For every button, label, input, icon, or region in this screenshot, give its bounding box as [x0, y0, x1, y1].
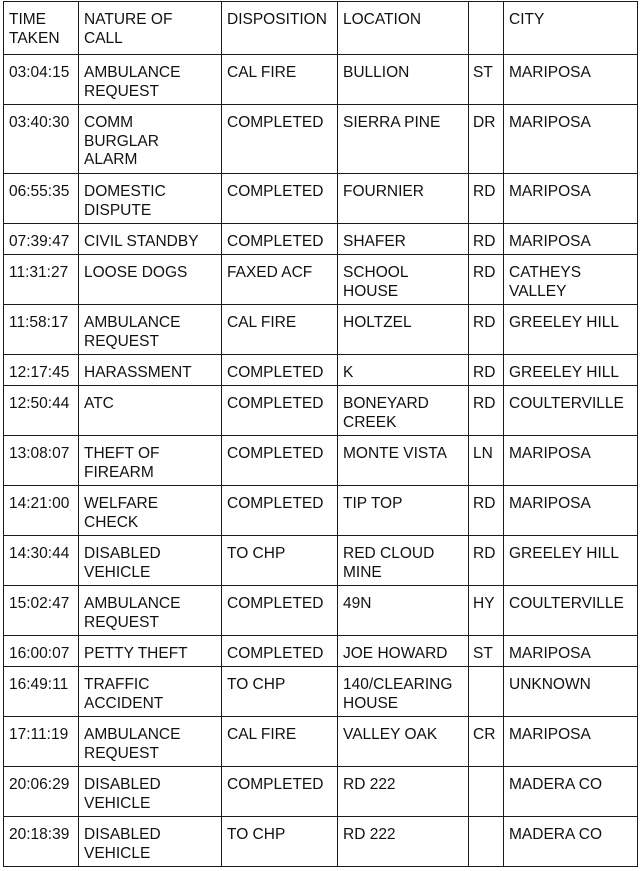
cell-street-suffix: RD	[469, 305, 504, 355]
call-log-table	[3, 1, 638, 867]
table-row	[4, 817, 638, 867]
cell-location: RD 222	[338, 817, 469, 867]
cell-nature-of-call: AMBULANCE REQUEST	[79, 55, 222, 105]
cell-nature-of-call: DISABLED VEHICLE	[79, 536, 222, 586]
cell-street-suffix: RD	[469, 224, 504, 255]
table-row	[4, 636, 638, 667]
cell-disposition: CAL FIRE	[222, 55, 338, 105]
cell-location: SCHOOL HOUSE	[338, 255, 469, 305]
cell-time-taken: 03:40:30	[4, 105, 79, 174]
cell-location: TIP TOP	[338, 486, 469, 536]
cell-nature-of-call: THEFT OF FIREARM	[79, 436, 222, 486]
cell-disposition: TO CHP	[222, 536, 338, 586]
cell-location: RD 222	[338, 767, 469, 817]
cell-nature-of-call: COMM BURGLAR ALARM	[79, 105, 222, 174]
cell-street-suffix	[469, 817, 504, 867]
cell-location: BONEYARD CREEK	[338, 386, 469, 436]
cell-location: BULLION	[338, 55, 469, 105]
cell-disposition: COMPLETED	[222, 224, 338, 255]
cell-location: MONTE VISTA	[338, 436, 469, 486]
table-row	[4, 55, 638, 105]
cell-disposition: COMPLETED	[222, 436, 338, 486]
cell-street-suffix: LN	[469, 436, 504, 486]
cell-location: K	[338, 355, 469, 386]
cell-nature-of-call: AMBULANCE REQUEST	[79, 305, 222, 355]
cell-street-suffix: RD	[469, 255, 504, 305]
cell-city: MARIPOSA	[504, 55, 638, 105]
cell-street-suffix: RD	[469, 174, 504, 224]
cell-disposition: TO CHP	[222, 667, 338, 717]
cell-time-taken: 17:11:19	[4, 717, 79, 767]
cell-city: GREELEY HILL	[504, 305, 638, 355]
table-row	[4, 355, 638, 386]
cell-location: HOLTZEL	[338, 305, 469, 355]
cell-disposition: COMPLETED	[222, 586, 338, 636]
cell-nature-of-call: ATC	[79, 386, 222, 436]
cell-time-taken: 12:50:44	[4, 386, 79, 436]
cell-disposition: COMPLETED	[222, 386, 338, 436]
cell-nature-of-call: HARASSMENT	[79, 355, 222, 386]
cell-time-taken: 16:49:11	[4, 667, 79, 717]
cell-location: SIERRA PINE	[338, 105, 469, 174]
cell-street-suffix: DR	[469, 105, 504, 174]
cell-nature-of-call: LOOSE DOGS	[79, 255, 222, 305]
cell-time-taken: 11:31:27	[4, 255, 79, 305]
cell-time-taken: 20:06:29	[4, 767, 79, 817]
cell-location: RED CLOUD MINE	[338, 536, 469, 586]
cell-street-suffix	[469, 767, 504, 817]
cell-time-taken: 15:02:47	[4, 586, 79, 636]
header-street-suffix	[469, 2, 504, 55]
table-row	[4, 386, 638, 436]
cell-street-suffix: ST	[469, 55, 504, 105]
cell-time-taken: 03:04:15	[4, 55, 79, 105]
cell-city: MARIPOSA	[504, 224, 638, 255]
cell-city: GREELEY HILL	[504, 355, 638, 386]
cell-time-taken: 07:39:47	[4, 224, 79, 255]
cell-city: MADERA CO	[504, 817, 638, 867]
cell-disposition: COMPLETED	[222, 767, 338, 817]
table-row	[4, 255, 638, 305]
cell-city: COULTERVILLE	[504, 586, 638, 636]
cell-street-suffix: RD	[469, 386, 504, 436]
table-row	[4, 174, 638, 224]
cell-disposition: CAL FIRE	[222, 717, 338, 767]
cell-location: JOE HOWARD	[338, 636, 469, 667]
cell-nature-of-call: AMBULANCE REQUEST	[79, 717, 222, 767]
cell-city: UNKNOWN	[504, 667, 638, 717]
cell-location: SHAFER	[338, 224, 469, 255]
header-row	[4, 2, 638, 55]
cell-nature-of-call: DISABLED VEHICLE	[79, 767, 222, 817]
table-row	[4, 436, 638, 486]
table-row	[4, 667, 638, 717]
cell-nature-of-call: DOMESTIC DISPUTE	[79, 174, 222, 224]
cell-disposition: CAL FIRE	[222, 305, 338, 355]
cell-street-suffix	[469, 667, 504, 717]
cell-street-suffix: RD	[469, 355, 504, 386]
cell-city: MARIPOSA	[504, 636, 638, 667]
header-time-taken: TIME TAKEN	[4, 2, 79, 55]
table-row	[4, 717, 638, 767]
cell-street-suffix: RD	[469, 536, 504, 586]
cell-street-suffix: HY	[469, 586, 504, 636]
cell-time-taken: 14:21:00	[4, 486, 79, 536]
cell-time-taken: 14:30:44	[4, 536, 79, 586]
cell-city: MARIPOSA	[504, 105, 638, 174]
cell-street-suffix: CR	[469, 717, 504, 767]
cell-city: MADERA CO	[504, 767, 638, 817]
cell-street-suffix: ST	[469, 636, 504, 667]
cell-time-taken: 12:17:45	[4, 355, 79, 386]
table-row	[4, 105, 638, 174]
cell-time-taken: 16:00:07	[4, 636, 79, 667]
cell-nature-of-call: PETTY THEFT	[79, 636, 222, 667]
cell-time-taken: 20:18:39	[4, 817, 79, 867]
cell-nature-of-call: DISABLED VEHICLE	[79, 817, 222, 867]
cell-nature-of-call: WELFARE CHECK	[79, 486, 222, 536]
cell-time-taken: 06:55:35	[4, 174, 79, 224]
cell-disposition: TO CHP	[222, 817, 338, 867]
header-city: CITY	[504, 2, 638, 55]
cell-location: FOURNIER	[338, 174, 469, 224]
cell-time-taken: 11:58:17	[4, 305, 79, 355]
cell-location: 49N	[338, 586, 469, 636]
cell-nature-of-call: TRAFFIC ACCIDENT	[79, 667, 222, 717]
table-row	[4, 586, 638, 636]
cell-nature-of-call: AMBULANCE REQUEST	[79, 586, 222, 636]
cell-city: CATHEYS VALLEY	[504, 255, 638, 305]
cell-disposition: FAXED ACF	[222, 255, 338, 305]
header-disposition: DISPOSITION	[222, 2, 338, 55]
header-nature-of-call: NATURE OF CALL	[79, 2, 222, 55]
cell-city: MARIPOSA	[504, 174, 638, 224]
cell-city: MARIPOSA	[504, 436, 638, 486]
cell-disposition: COMPLETED	[222, 174, 338, 224]
cell-location: 140/CLEARING HOUSE	[338, 667, 469, 717]
cell-disposition: COMPLETED	[222, 636, 338, 667]
cell-disposition: COMPLETED	[222, 486, 338, 536]
cell-disposition: COMPLETED	[222, 355, 338, 386]
cell-disposition: COMPLETED	[222, 105, 338, 174]
table-row	[4, 224, 638, 255]
cell-city: GREELEY HILL	[504, 536, 638, 586]
table-row	[4, 305, 638, 355]
header-location: LOCATION	[338, 2, 469, 55]
cell-nature-of-call: CIVIL STANDBY	[79, 224, 222, 255]
cell-time-taken: 13:08:07	[4, 436, 79, 486]
table-row	[4, 536, 638, 586]
cell-location: VALLEY OAK	[338, 717, 469, 767]
cell-city: MARIPOSA	[504, 717, 638, 767]
cell-city: MARIPOSA	[504, 486, 638, 536]
cell-city: COULTERVILLE	[504, 386, 638, 436]
cell-street-suffix: RD	[469, 486, 504, 536]
table-row	[4, 767, 638, 817]
table-row	[4, 486, 638, 536]
